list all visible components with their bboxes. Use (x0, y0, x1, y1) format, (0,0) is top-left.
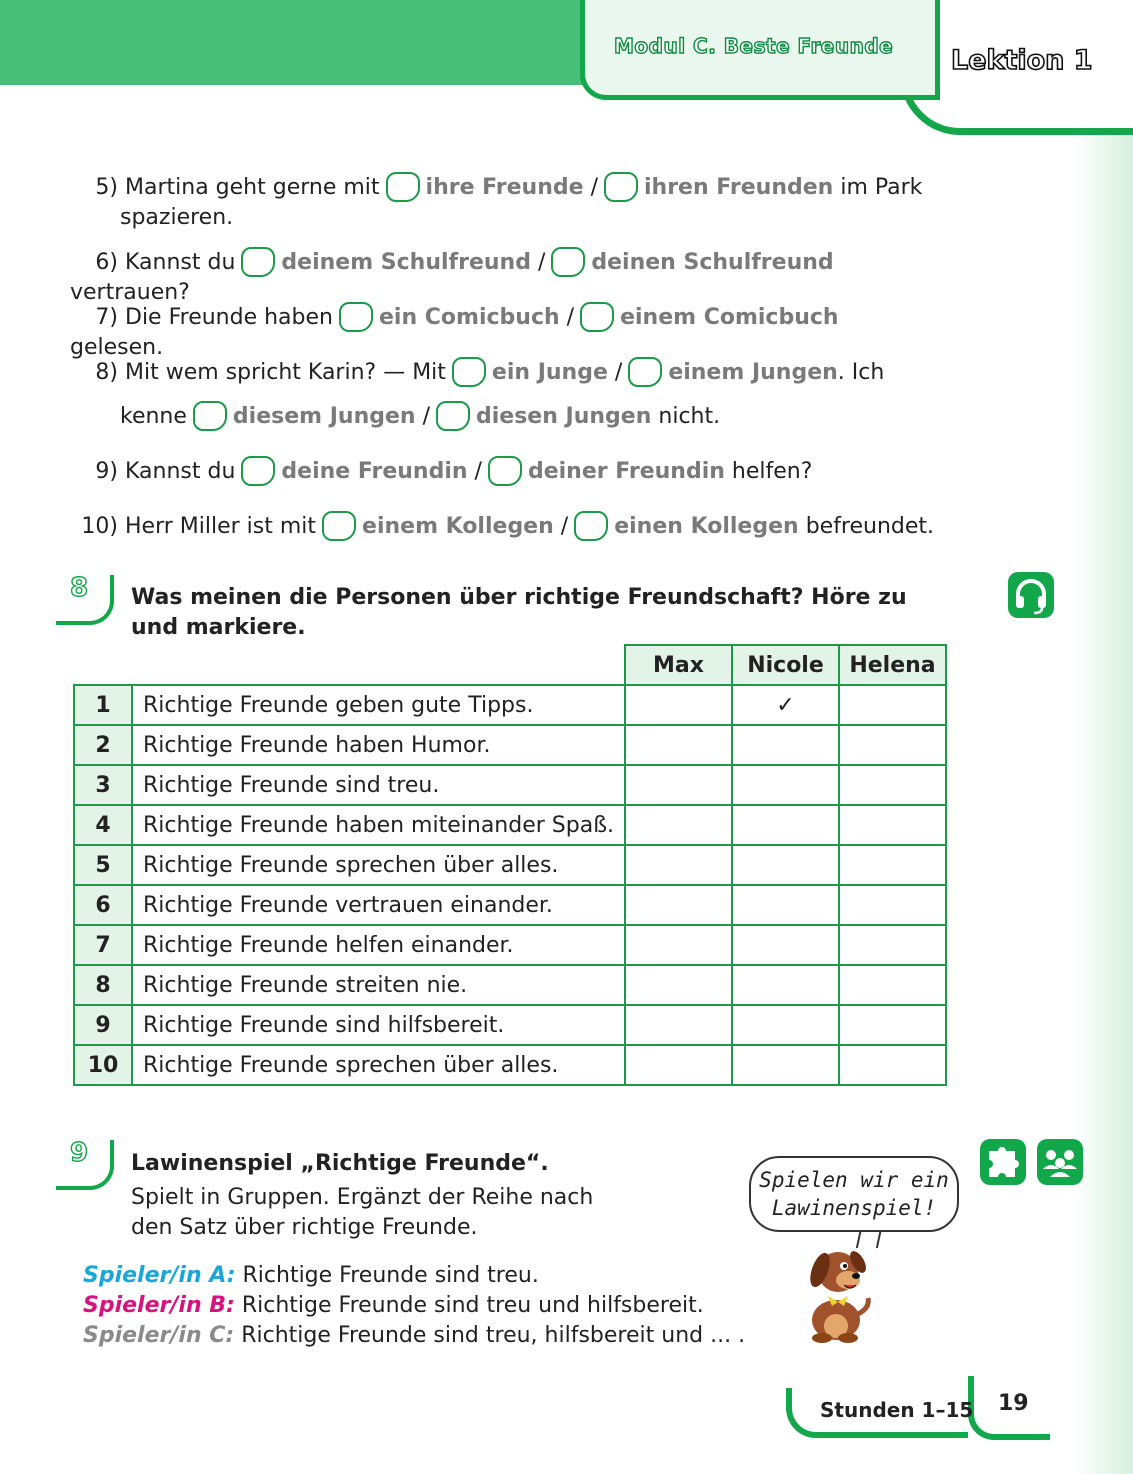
row-statement: Richtige Freunde sind treu. (132, 765, 625, 805)
answer-checkbox[interactable] (551, 247, 585, 277)
line-number: 10) (81, 514, 118, 539)
line-text: Herr Miller ist mit (125, 514, 317, 539)
task-9-title: Lawinenspiel „Richtige Freunde“. (131, 1151, 549, 1176)
line-text: Kannst du (125, 459, 236, 484)
table-row (74, 925, 946, 965)
line-number: 8) (95, 360, 118, 385)
mark-cell-helena[interactable] (839, 1005, 946, 1045)
line-tail: nicht. (658, 404, 721, 429)
row-statement: Richtige Freunde sind hilfsbereit. (132, 1005, 625, 1045)
bubble-line2: Lawinenspiel! (771, 1196, 937, 1220)
group-icon (1037, 1139, 1083, 1185)
answer-checkbox[interactable] (322, 511, 356, 541)
header-band (0, 0, 600, 85)
option-2: deiner Freundin (527, 459, 725, 484)
answer-checkbox[interactable] (580, 302, 614, 332)
table-row (74, 1005, 946, 1045)
exercise-line-5 (70, 172, 936, 203)
exercise-line-9 (70, 456, 936, 487)
task-9-body (131, 1183, 593, 1243)
option-1: einem Kollegen (362, 514, 554, 539)
option-1: deine Freundin (281, 459, 468, 484)
option-1: diesem Jungen (232, 404, 416, 429)
mark-cell-max[interactable] (625, 925, 732, 965)
table-header-blank (74, 645, 625, 685)
row-statement: Richtige Freunde helfen einander. (132, 925, 625, 965)
player-b-line (83, 1291, 704, 1321)
line-text: Mit wem spricht Karin? — Mit (125, 360, 446, 385)
task-8-number: 8 (70, 573, 89, 603)
mark-cell-nicole[interactable] (732, 885, 839, 925)
row-statement: Richtige Freunde sprechen über alles. (132, 1045, 625, 1085)
task-8-line2: und markiere. (131, 615, 306, 640)
exercise-line-5-cont: spazieren. (120, 205, 234, 230)
answer-checkbox[interactable] (193, 401, 227, 431)
mark-cell-nicole[interactable]: ✓ (732, 685, 839, 725)
mark-cell-max[interactable] (625, 845, 732, 885)
slash: / (537, 250, 546, 275)
table-row (74, 685, 946, 725)
mark-cell-max[interactable] (625, 1005, 732, 1045)
mark-cell-nicole[interactable] (732, 805, 839, 845)
footer-label: Stunden 1–15 (820, 1398, 974, 1422)
mark-cell-nicole[interactable] (732, 725, 839, 765)
player-a-text: Richtige Freunde sind treu. (242, 1263, 539, 1288)
line-tail: gelesen. (70, 335, 164, 360)
dog-illustration (796, 1240, 876, 1344)
mark-cell-max[interactable] (625, 765, 732, 805)
row-number: 5 (74, 845, 132, 885)
row-number: 2 (74, 725, 132, 765)
exercise-line-7 (70, 302, 936, 363)
mark-cell-helena[interactable] (839, 725, 946, 765)
line-text: Kannst du (125, 250, 236, 275)
exercise-line-8-cont (120, 401, 986, 432)
line-number: 6) (95, 250, 118, 275)
row-number: 10 (74, 1045, 132, 1085)
table-row (74, 845, 946, 885)
slash: / (566, 305, 575, 330)
mark-cell-nicole[interactable] (732, 1045, 839, 1085)
player-c-text: Richtige Freunde sind treu, hilfsbereit und ... . (241, 1323, 746, 1348)
table-row (74, 965, 946, 1005)
table-row (74, 725, 946, 765)
speech-bubble (749, 1156, 959, 1232)
mark-cell-nicole[interactable] (732, 845, 839, 885)
mark-cell-nicole[interactable] (732, 765, 839, 805)
mark-cell-max[interactable] (625, 725, 732, 765)
slash: / (590, 175, 598, 200)
row-statement: Richtige Freunde geben gute Tipps. (132, 685, 625, 725)
exercise-line-8 (70, 357, 936, 388)
mark-cell-max[interactable] (625, 885, 732, 925)
answer-checkbox[interactable] (574, 511, 608, 541)
line-tail: vertrauen? (70, 280, 190, 305)
line-number: 5) (95, 175, 118, 200)
column-header-helena: Helena (839, 645, 946, 685)
row-number: 4 (74, 805, 132, 845)
task-8-line1: Was meinen die Personen über richtige Freundschaft? Höre zu (131, 585, 907, 610)
table-row (74, 765, 946, 805)
mark-cell-helena[interactable] (839, 885, 946, 925)
puzzle-icon (980, 1139, 1026, 1185)
answer-checkbox[interactable] (604, 172, 638, 202)
mark-cell-helena[interactable] (839, 765, 946, 805)
exercise-line-6 (70, 247, 936, 308)
line-number: 7) (95, 305, 118, 330)
answer-checkbox[interactable] (386, 172, 420, 202)
player-b-text: Richtige Freunde sind treu und hilfsbereit. (241, 1293, 704, 1318)
row-number: 1 (74, 685, 132, 725)
side-gradient-strip (1075, 130, 1133, 1474)
option-2: einen Kollegen (614, 514, 799, 539)
mark-cell-helena[interactable] (839, 845, 946, 885)
mark-cell-nicole[interactable] (732, 1005, 839, 1045)
row-statement: Richtige Freunde haben Humor. (132, 725, 625, 765)
option-2: deinen Schulfreund (591, 250, 834, 275)
option-1: ihre Freunde (425, 175, 584, 200)
option-2: einem Comicbuch (620, 305, 839, 330)
mark-cell-helena[interactable] (839, 685, 946, 725)
mark-cell-helena[interactable] (839, 1045, 946, 1085)
task-9-body-line1: Spielt in Gruppen. Ergänzt der Reihe nach (131, 1185, 594, 1210)
task-8-number-badge (56, 575, 114, 625)
row-number: 8 (74, 965, 132, 1005)
row-number: 3 (74, 765, 132, 805)
option-1: ein Comicbuch (378, 305, 560, 330)
friendship-table (73, 644, 947, 1086)
headphones-icon (1008, 572, 1054, 618)
table-row (74, 1045, 946, 1085)
table-row (74, 885, 946, 925)
mark-cell-max[interactable] (625, 685, 732, 725)
row-number: 9 (74, 1005, 132, 1045)
answer-checkbox[interactable] (452, 357, 486, 387)
slash: / (560, 514, 569, 539)
page-number: 19 (998, 1391, 1029, 1416)
answer-checkbox[interactable] (241, 247, 275, 277)
row-number: 6 (74, 885, 132, 925)
task-8-instruction (131, 583, 907, 643)
player-c-label: Spieler/in C: (83, 1323, 235, 1348)
answer-checkbox[interactable] (436, 401, 470, 431)
mark-cell-max[interactable] (625, 1045, 732, 1085)
player-c-line (83, 1321, 745, 1351)
option-1: deinem Schulfreund (281, 250, 531, 275)
answer-checkbox[interactable] (241, 456, 275, 486)
slash: / (474, 459, 482, 484)
task-9-number: 9 (70, 1138, 89, 1168)
line-tail: befreundet. (805, 514, 935, 539)
answer-checkbox[interactable] (628, 357, 662, 387)
answer-checkbox[interactable] (339, 302, 373, 332)
option-1: ein Junge (491, 360, 608, 385)
mark-cell-nicole[interactable] (732, 925, 839, 965)
column-header-nicole: Nicole (732, 645, 839, 685)
line-tail: helfen? (731, 459, 813, 484)
option-2: einem Jungen (668, 360, 838, 385)
mark-cell-helena[interactable] (839, 925, 946, 965)
line-number: 9) (95, 459, 118, 484)
row-statement: Richtige Freunde haben miteinander Spaß. (132, 805, 625, 845)
mark-cell-nicole[interactable] (732, 965, 839, 1005)
slash: / (614, 360, 623, 385)
slash: / (422, 404, 430, 429)
table-header-row (74, 645, 946, 685)
option-2: diesen Jungen (476, 404, 652, 429)
task-9-body-line2: den Satz über richtige Freunde. (131, 1215, 478, 1240)
player-b-label: Spieler/in B: (83, 1293, 235, 1318)
player-a-line (83, 1261, 539, 1291)
mark-cell-helena[interactable] (839, 965, 946, 1005)
row-statement: Richtige Freunde streiten nie. (132, 965, 625, 1005)
line-text: Martina geht gerne mit (125, 175, 380, 200)
row-statement: Richtige Freunde vertrauen einander. (132, 885, 625, 925)
mark-cell-max[interactable] (625, 965, 732, 1005)
line-tail: . Ich (837, 360, 885, 385)
line-tail: im Park (840, 175, 923, 200)
task-9-number-badge (56, 1140, 114, 1190)
answer-checkbox[interactable] (488, 456, 522, 486)
line-text: Die Freunde haben (125, 305, 333, 330)
lektion-title: Lektion 1 (951, 45, 1093, 76)
option-2: ihren Freunden (643, 175, 834, 200)
modul-title: Modul C. Beste Freunde (614, 34, 894, 58)
line-text: kenne (120, 404, 187, 429)
column-header-max: Max (625, 645, 732, 685)
exercise-line-10 (70, 511, 936, 542)
row-statement: Richtige Freunde sprechen über alles. (132, 845, 625, 885)
row-number: 7 (74, 925, 132, 965)
mark-cell-max[interactable] (625, 805, 732, 845)
bubble-line1: Spielen wir ein (759, 1168, 949, 1192)
player-a-label: Spieler/in A: (83, 1263, 236, 1288)
mark-cell-helena[interactable] (839, 805, 946, 845)
table-row (74, 805, 946, 845)
